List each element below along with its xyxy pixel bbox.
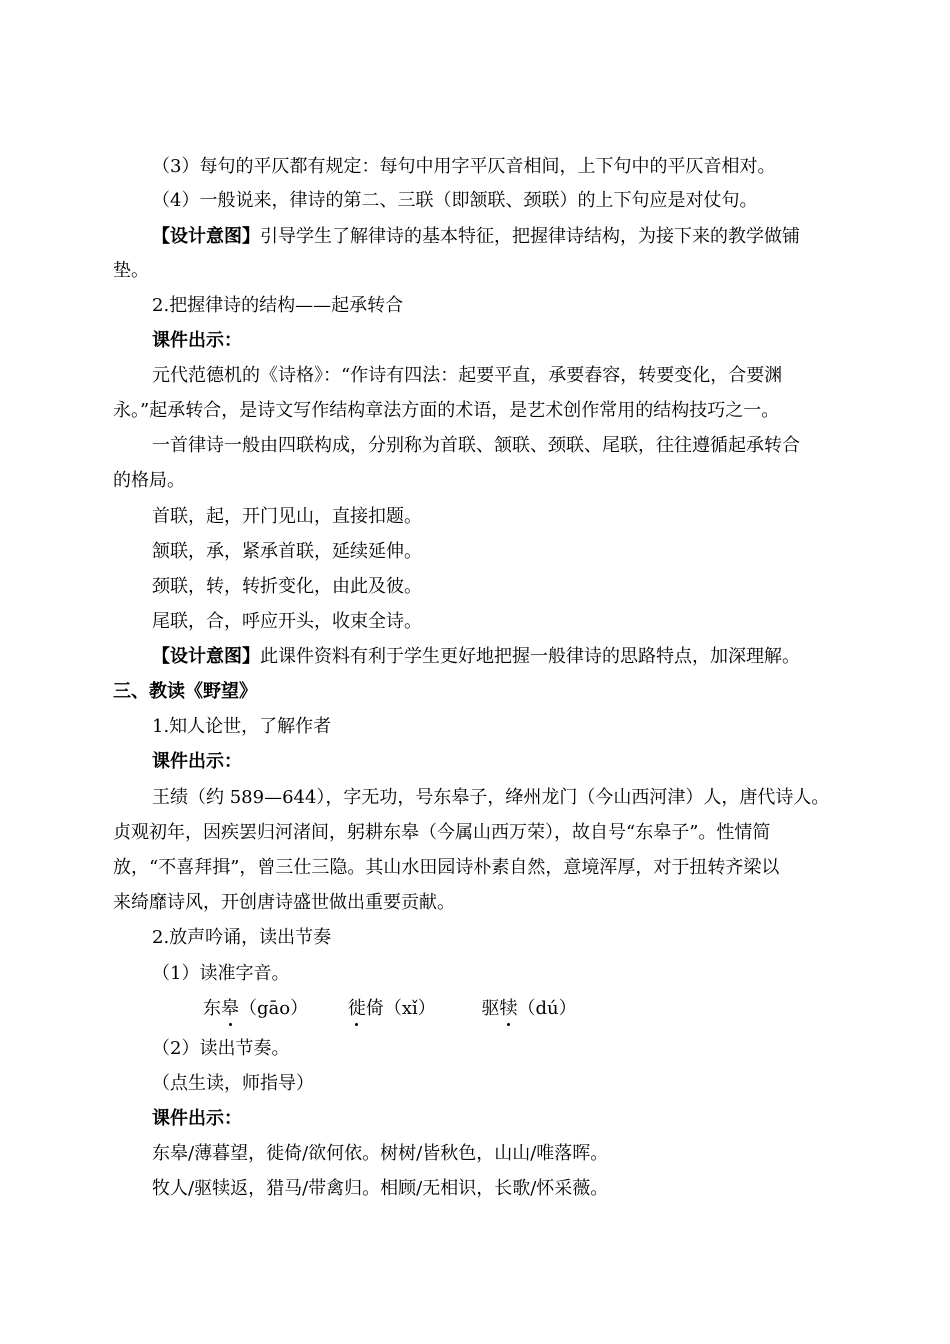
section-subheading: 1.知人论世，了解作者 bbox=[152, 716, 332, 737]
couplet-line: 尾联，合，呼应开头，收束全诗。 bbox=[152, 611, 422, 632]
paragraph-line: 垫。 bbox=[113, 260, 149, 281]
couplet-line: 颈联，转，转折变化，由此及彼。 bbox=[152, 576, 422, 597]
section-subheading: 2.把握律诗的结构——起承转合 bbox=[152, 295, 404, 316]
emphasis-char: 皋 bbox=[221, 998, 239, 1019]
poem-line: 东皋/薄暮望，徙倚/欲何依。树树/皆秋色，山山/唯落晖。 bbox=[152, 1143, 609, 1164]
emphasis-char: 犊 bbox=[499, 998, 518, 1019]
design-intent-line bbox=[152, 645, 800, 669]
courseware-label: 课件出示： bbox=[152, 330, 242, 351]
paragraph-line: 一首律诗一般由四联构成，分别称为首联、颔联、颈联、尾联，往往遵循起承转合 bbox=[152, 435, 800, 456]
design-intent-label: 【设计意图】 bbox=[152, 226, 260, 247]
design-intent-label: 【设计意图】 bbox=[152, 646, 260, 667]
paragraph-line: 贞观初年，因疾罢归河渚间，躬耕东皋（今属山西万荣），故自号“东皋子”。性情简 bbox=[113, 822, 771, 843]
design-intent-text: 此课件资料有利于学生更好地把握一般律诗的思路特点，加深理解。 bbox=[260, 646, 800, 667]
design-intent-line bbox=[152, 225, 800, 249]
section-subheading: 2.放声吟诵，读出节奏 bbox=[152, 927, 332, 948]
pinyin-row bbox=[203, 997, 577, 1021]
emphasis-char: 徙 bbox=[347, 998, 366, 1019]
courseware-label: 课件出示： bbox=[152, 751, 242, 772]
paragraph-line: （2）读出节奏。 bbox=[152, 1038, 290, 1059]
pinyin-word: 东皋（gāo） bbox=[203, 998, 309, 1019]
paragraph-line: （3）每句的平仄都有规定：每句中用字平仄音相间，上下句中的平仄音相对。 bbox=[152, 156, 776, 177]
pinyin-word: 徙倚（xǐ） bbox=[347, 998, 436, 1019]
couplet-line: 首联，起，开门见山，直接扣题。 bbox=[152, 506, 422, 527]
courseware-label: 课件出示： bbox=[152, 1108, 242, 1129]
poem-line: 牧人/驱犊返，猎马/带禽归。相顾/无相识，长歌/怀采薇。 bbox=[152, 1178, 609, 1199]
pinyin-word: 驱犊（dú） bbox=[481, 998, 577, 1019]
paragraph-line: 的格局。 bbox=[113, 470, 185, 491]
section-heading: 三、教读《野望》 bbox=[113, 681, 257, 702]
paragraph-line: 元代范德机的《诗格》：“作诗有四法：起要平直，承要舂容，转要变化，合要渊 bbox=[152, 365, 783, 386]
paragraph-line: 永。”起承转合，是诗文写作结构章法方面的术语，是艺术创作常用的结构技巧之一。 bbox=[113, 400, 780, 421]
paragraph-line: （1）读准字音。 bbox=[152, 963, 290, 984]
design-intent-text: 引导学生了解律诗的基本特征，把握律诗结构，为接下来的教学做铺 bbox=[260, 226, 800, 247]
paragraph-line: （点生读，师指导） bbox=[152, 1073, 314, 1094]
paragraph-line: 王绩（约 589—644），字无功，号东皋子，绛州龙门（今山西河津）人，唐代诗人。 bbox=[152, 787, 830, 808]
paragraph-line: 放，“不喜拜揖”，曾三仕三隐。其山水田园诗朴素自然，意境浑厚，对于扭转齐梁以 bbox=[113, 857, 780, 878]
paragraph-line: 来绮靡诗风，开创唐诗盛世做出重要贡献。 bbox=[113, 892, 455, 913]
couplet-line: 颔联，承，紧承首联，延续延伸。 bbox=[152, 541, 422, 562]
paragraph-line: （4）一般说来，律诗的第二、三联（即颔联、颈联）的上下句应是对仗句。 bbox=[152, 190, 758, 211]
